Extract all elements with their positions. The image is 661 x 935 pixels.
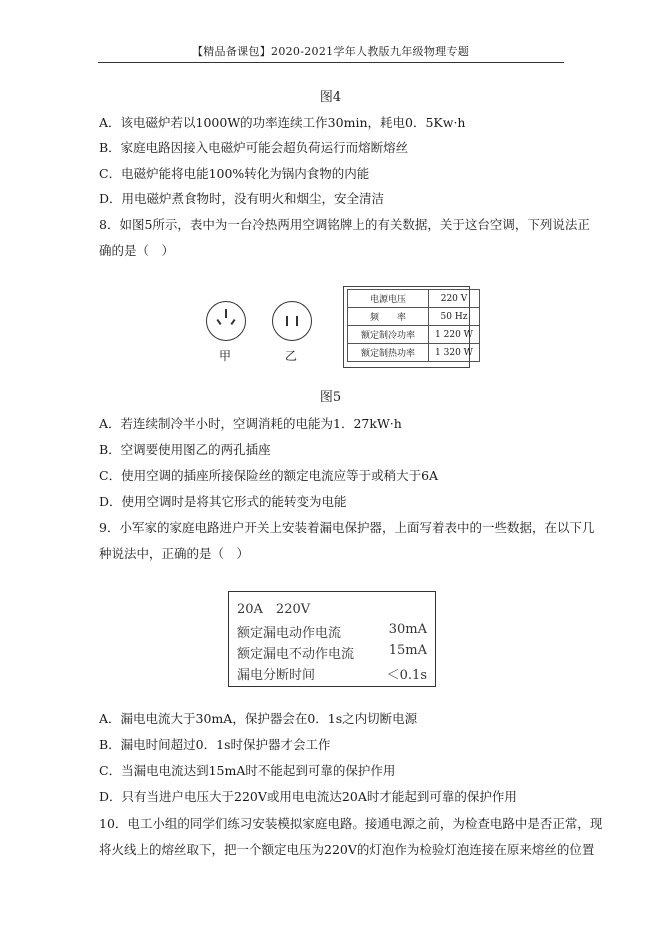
table-row xyxy=(348,344,480,362)
figure-5-caption: 图5 xyxy=(319,390,342,405)
q9-option-b: B．漏电时间超过0．1s时保护器才会工作 xyxy=(99,737,331,752)
spec-row xyxy=(237,622,427,641)
q8-option-a: A．若连续制冷半小时，空调消耗的电能为1．27kW·h xyxy=(99,416,402,431)
q10-stem-line2: 将火线上的熔丝取下，把一个额定电压为220V的灯泡作为检验灯泡连接在原来熔丝的位置 xyxy=(99,842,595,857)
q9-stem-line1: 9．小军家的家庭电路进户开关上安装着漏电保护器，上面写着表中的一些数据，在以下几 xyxy=(99,520,595,535)
table-row xyxy=(348,326,480,344)
q7-option-d: D．用电磁炉煮食物时，没有明火和烟尘，安全清洁 xyxy=(99,191,385,206)
spec-value: ＜0.1s xyxy=(386,668,427,683)
ac-nameplate-table xyxy=(347,289,480,362)
spec-key: 额定漏电不动作电流 xyxy=(237,647,355,662)
q9-option-a: A．漏电电流大于30mA，保护器会在0．1s之内切断电源 xyxy=(99,711,418,726)
q9-stem-line2: 种说法中，正确的是（ ） xyxy=(99,546,250,561)
spec-key: 额定制热功率 xyxy=(348,344,429,362)
two-pin-socket-icon xyxy=(272,301,312,341)
leakage-protector-label xyxy=(228,591,436,687)
table-row xyxy=(348,308,480,326)
spec-key: 额定制冷功率 xyxy=(348,326,429,344)
spec-key: 漏电分断时间 xyxy=(237,668,316,683)
q7-option-a: A．该电磁炉若以1000W的功率连续工作30min，耗电0．5Kw·h xyxy=(99,115,466,130)
spec-value: 15mA xyxy=(388,643,427,658)
header-divider xyxy=(98,62,564,63)
spec-value: 30mA xyxy=(388,622,427,637)
table-row xyxy=(348,290,480,308)
q8-stem-line2: 确的是（ ） xyxy=(99,243,175,258)
socket-label-yi: 乙 xyxy=(285,349,298,363)
spec-value: 220 V xyxy=(429,290,480,308)
q9-option-d: D．只有当进户电压大于220V或用电电流达20A时才能起到可靠的保护作用 xyxy=(99,789,517,804)
q9-option-c: C．当漏电电流达到15mA时不能起到可靠的保护作用 xyxy=(99,763,396,778)
page-header: 【精品备课包】2020-2021学年人教版九年级物理专题 xyxy=(191,45,470,58)
spec-value: 1 220 W xyxy=(429,326,480,344)
q8-stem-line1: 8．如图5所示，表中为一台冷热两用空调铭牌上的有关数据，关于这台空调，下列说法正 xyxy=(99,217,590,232)
spec-key: 电源电压 xyxy=(348,290,429,308)
q10-stem-line1: 10．电工小组的同学们练习安装模拟家庭电路。接通电源之前，为检查电路中是否正常，现 xyxy=(99,816,603,831)
q7-option-b: B．家庭电路因接入电磁炉可能会超负荷运行而熔断熔丝 xyxy=(99,140,409,155)
spec-row xyxy=(237,664,427,683)
q7-option-c: C．电磁炉能将电能100%转化为锅内食物的内能 xyxy=(99,166,370,181)
three-pin-socket-icon xyxy=(206,301,246,341)
spec-key: 额定漏电动作电流 xyxy=(237,626,342,641)
q8-option-b: B．空调要使用图乙的两孔插座 xyxy=(99,442,271,457)
spec-value: 1 320 W xyxy=(429,344,480,362)
spec-row xyxy=(237,643,427,662)
spec-value: 50 Hz xyxy=(429,308,480,326)
q8-option-d: D．使用空调时是将其它形式的能转变为电能 xyxy=(99,494,347,509)
spec-key: 频 率 xyxy=(348,308,429,326)
figure-4-caption: 图4 xyxy=(319,90,342,105)
socket-label-jia: 甲 xyxy=(219,349,232,363)
rating-line: 20A 220V xyxy=(237,602,311,617)
q8-option-c: C．使用空调的插座所接保险丝的额定电流应等于或稍大于6A xyxy=(99,468,439,483)
